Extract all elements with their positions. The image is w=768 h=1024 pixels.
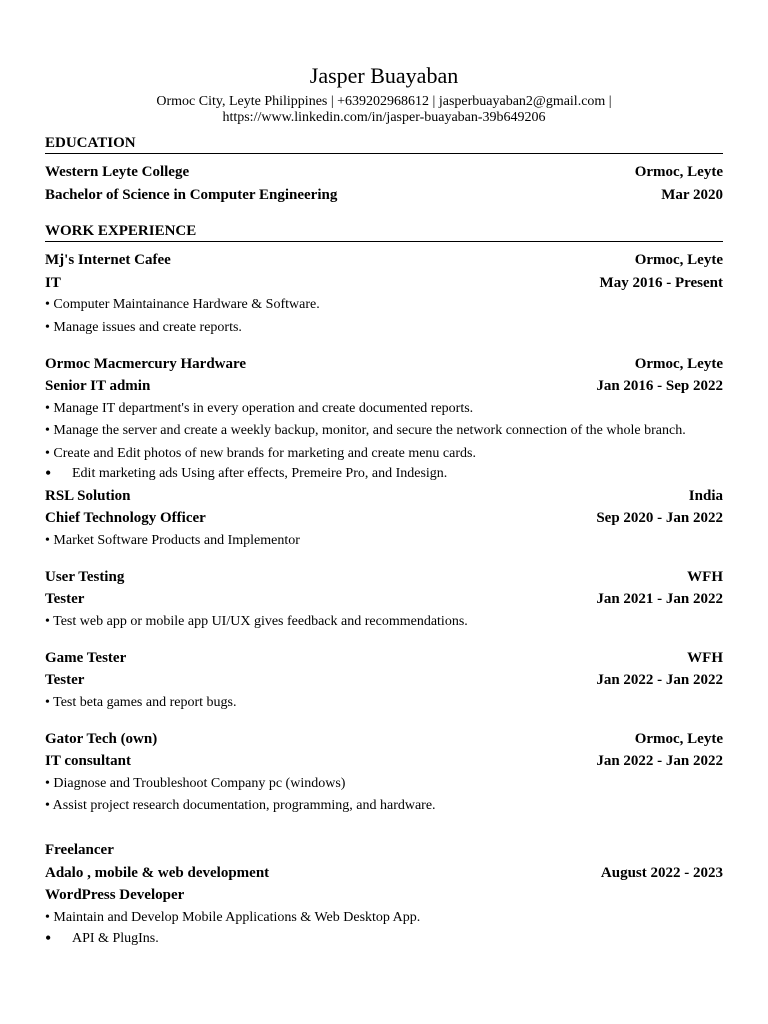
job-role-row [45,377,723,400]
job-role: Tester [45,591,85,607]
freelancer-role: Adalo , mobile & web development [45,864,270,881]
job-bullet: • Manage the server and create a weekly backup, monitor, and secure the network connection of the whole branch. [45,423,686,438]
degree-date: Mar 2020 [661,186,723,203]
freelancer-role-row [45,864,723,887]
education-row [45,186,723,209]
job-location: Ormoc, Leyte [634,252,723,268]
job-bullet: • Computer Maintainance Hardware & Software. [45,297,320,312]
job-dates: Sep 2020 - Jan 2022 [596,510,723,526]
company-name: RSL Solution [45,487,131,504]
job-entry [45,355,723,482]
freelancer-dot-bullet [45,927,723,948]
job-entry [45,251,723,336]
job-bullet: • Assist project research documentation, programming, and hardware. [45,798,436,813]
school-location: Ormoc, Leyte [634,164,723,180]
freelancer-title-row [45,841,723,864]
job-bullet: • Diagnose and Troubleshoot Company pc (windows) [45,775,346,791]
freelancer-entry [45,841,723,947]
job-entry [45,649,723,711]
job-role-row [45,509,723,532]
job-role: IT consultant [45,753,132,769]
job-role-row [45,671,723,694]
job-header-row [45,730,723,753]
freelancer-subrole-row [45,886,723,909]
job-header-row [45,568,723,591]
freelancer-subrole: WordPress Developer [45,887,185,903]
company-name: Gator Tech (own) [45,730,158,747]
degree: Bachelor of Science in Computer Engineering [45,186,338,203]
resume-page [45,62,723,947]
job-location: WFH [687,649,723,666]
job-location: Ormoc, Leyte [634,730,723,747]
job-location: Ormoc, Leyte [634,355,723,372]
linkedin-url: https://www.linkedin.com/in/jasper-buayaban-39b649206 [222,110,546,125]
job-header-row [45,251,723,274]
job-entry [45,568,723,630]
freelancer-dates: August 2022 - 2023 [600,864,723,881]
job-role-row [45,590,723,613]
job-entry [45,487,723,549]
job-role-row [45,752,723,775]
job-bullet: • Manage IT department's in every operation and create documented reports. [45,400,474,416]
job-bullet: • Market Software Products and Implementor [45,532,300,548]
company-name: Mj's Internet Cafee [45,252,171,268]
job-location: WFH [687,568,723,585]
contact-line: Ormoc City, Leyte Philippines | +639202968612 | jasperbuayaban2@gmail.com | [156,94,612,109]
job-header-row [45,355,723,378]
company-name: Ormoc Macmercury Hardware [45,355,247,372]
company-name: Game Tester [45,649,127,666]
job-entry [45,730,723,815]
job-role: Senior IT admin [45,378,151,394]
job-bullet-text: Edit marketing ads Using after effects, Premeire Pro, and Indesign. [72,465,448,481]
job-dates: Jan 2022 - Jan 2022 [596,753,723,769]
freelancer-bullet: • Maintain and Develop Mobile Applications & Web Desktop App. [45,909,421,925]
education-row [45,163,723,186]
company-name: User Testing [45,568,125,585]
education-heading: EDUCATION [45,134,723,154]
job-dates: Jan 2016 - Sep 2022 [596,378,723,394]
job-location: India [688,487,723,504]
job-dates: Jan 2022 - Jan 2022 [596,672,723,688]
education-entry [45,163,723,208]
job-bullet: • Test beta games and report bugs. [45,694,237,710]
bullet-icon: • [45,462,52,483]
job-dates: May 2016 - Present [599,274,723,291]
job-role: Tester [45,672,85,688]
school-name: Western Leyte College [45,164,190,180]
freelancer-title: Freelancer [45,842,114,858]
job-dot-bullet [45,462,723,483]
job-bullet: • Create and Edit photos of new brands for marketing and create menu cards. [45,445,476,461]
candidate-name: Jasper Buayaban [309,63,459,88]
job-dates: Jan 2021 - Jan 2022 [596,591,723,607]
job-bullet: • Test web app or mobile app UI/UX gives feedback and recommendations. [45,613,468,629]
job-role: IT [45,274,61,291]
bullet-icon: • [45,927,52,948]
freelancer-bullet-text: API & PlugIns. [72,930,159,946]
job-role-row [45,274,723,297]
work-experience-heading: WORK EXPERIENCE [45,222,723,242]
job-bullet: • Manage issues and create reports. [45,319,242,335]
job-role: Chief Technology Officer [45,510,206,526]
contact-info [45,94,723,126]
job-header-row [45,649,723,672]
job-header-row [45,487,723,510]
